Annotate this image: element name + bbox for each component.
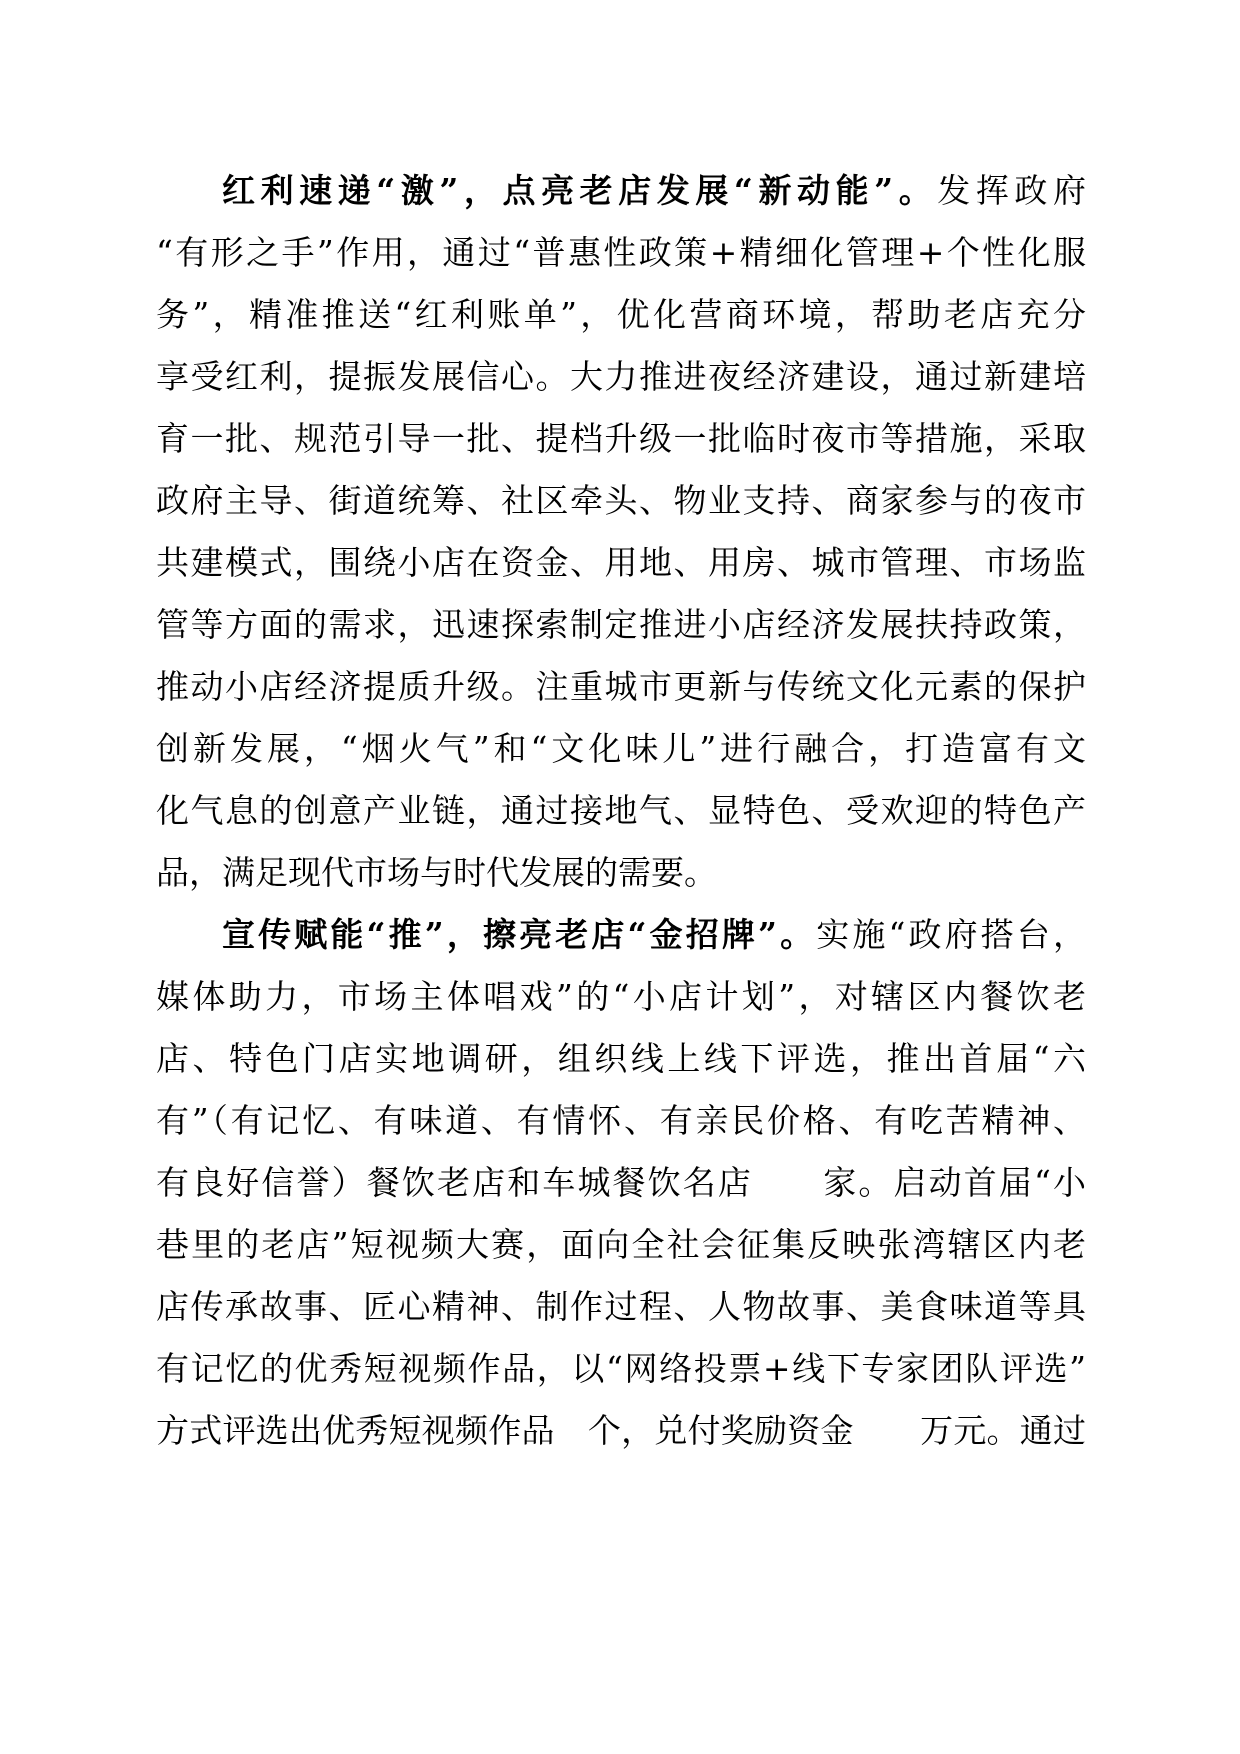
paragraph-1-text: 发挥政府 — [937, 171, 1086, 210]
paragraph-2-line-5: 有良好信誉）餐饮老店和车城餐饮名店 家。启动首届“小 — [156, 1163, 1086, 1202]
paragraph-1-line-4: 享受红利，提振发展信心。大力推进夜经济建设，通过新建培 — [156, 357, 1086, 396]
paragraph-1-heading: 红利速递“激”，点亮老店发展“新动能”。 — [222, 171, 938, 210]
paragraph-1-line-11: 化气息的创意产业链，通过接地气、显特色、受欢迎的特色产 — [156, 791, 1086, 830]
paragraph-2-line-9: 方式评选出优秀短视频作品 个，兑付奖励资金 万元。通过 — [156, 1411, 1086, 1450]
paragraph-2-line-2: 媒体助力，市场主体唱戏”的“小店计划”，对辖区内餐饮老 — [156, 977, 1086, 1016]
paragraph-1-line-3: 务”，精准推送“红利账单”，优化营商环境，帮助老店充分 — [156, 295, 1086, 334]
paragraph-1-line-7: 共建模式，围绕小店在资金、用地、用房、城市管理、市场监 — [156, 543, 1086, 582]
paragraph-1-line-8: 管等方面的需求，迅速探索制定推进小店经济发展扶持政策， — [156, 605, 1086, 644]
paragraph-1-line-6: 政府主导、街道统筹、社区牵头、物业支持、商家参与的夜市 — [156, 481, 1086, 520]
paragraph-1-line-9: 推动小店经济提质升级。注重城市更新与传统文化元素的保护 — [156, 667, 1086, 706]
paragraph-2-line-8: 有记忆的优秀短视频作品，以“网络投票+线下专家团队评选” — [156, 1349, 1086, 1388]
paragraph-1-line-10: 创新发展，“烟火气”和“文化味儿”进行融合，打造富有文 — [156, 729, 1086, 768]
paragraph-1-line-5: 育一批、规范引导一批、提档升级一批临时夜市等措施，采取 — [156, 419, 1086, 458]
paragraph-2-line-1 — [222, 902, 1086, 968]
paragraph-2-line-7: 店传承故事、匠心精神、制作过程、人物故事、美食味道等具 — [156, 1287, 1086, 1326]
paragraph-2-line-4: 有”（有记忆、有味道、有情怀、有亲民价格、有吃苦精神、 — [156, 1101, 1086, 1140]
paragraph-2-line-3: 店、特色门店实地调研，组织线上线下评选，推出首届“六 — [156, 1039, 1086, 1078]
paragraph-2-heading: 宣传赋能“推”，擦亮老店“金招牌”。 — [222, 915, 817, 954]
paragraph-1-line-12: 品，满足现代市场与时代发展的需要。 — [156, 853, 717, 892]
paragraph-2-line-6: 巷里的老店”短视频大赛，面向全社会征集反映张湾辖区内老 — [156, 1225, 1086, 1264]
paragraph-1-line-2: “有形之手”作用，通过“普惠性政策+精细化管理+个性化服 — [156, 233, 1086, 272]
paragraph-1-line-1 — [222, 158, 1086, 224]
paragraph-2-text: 实施“政府搭台， — [816, 915, 1086, 954]
